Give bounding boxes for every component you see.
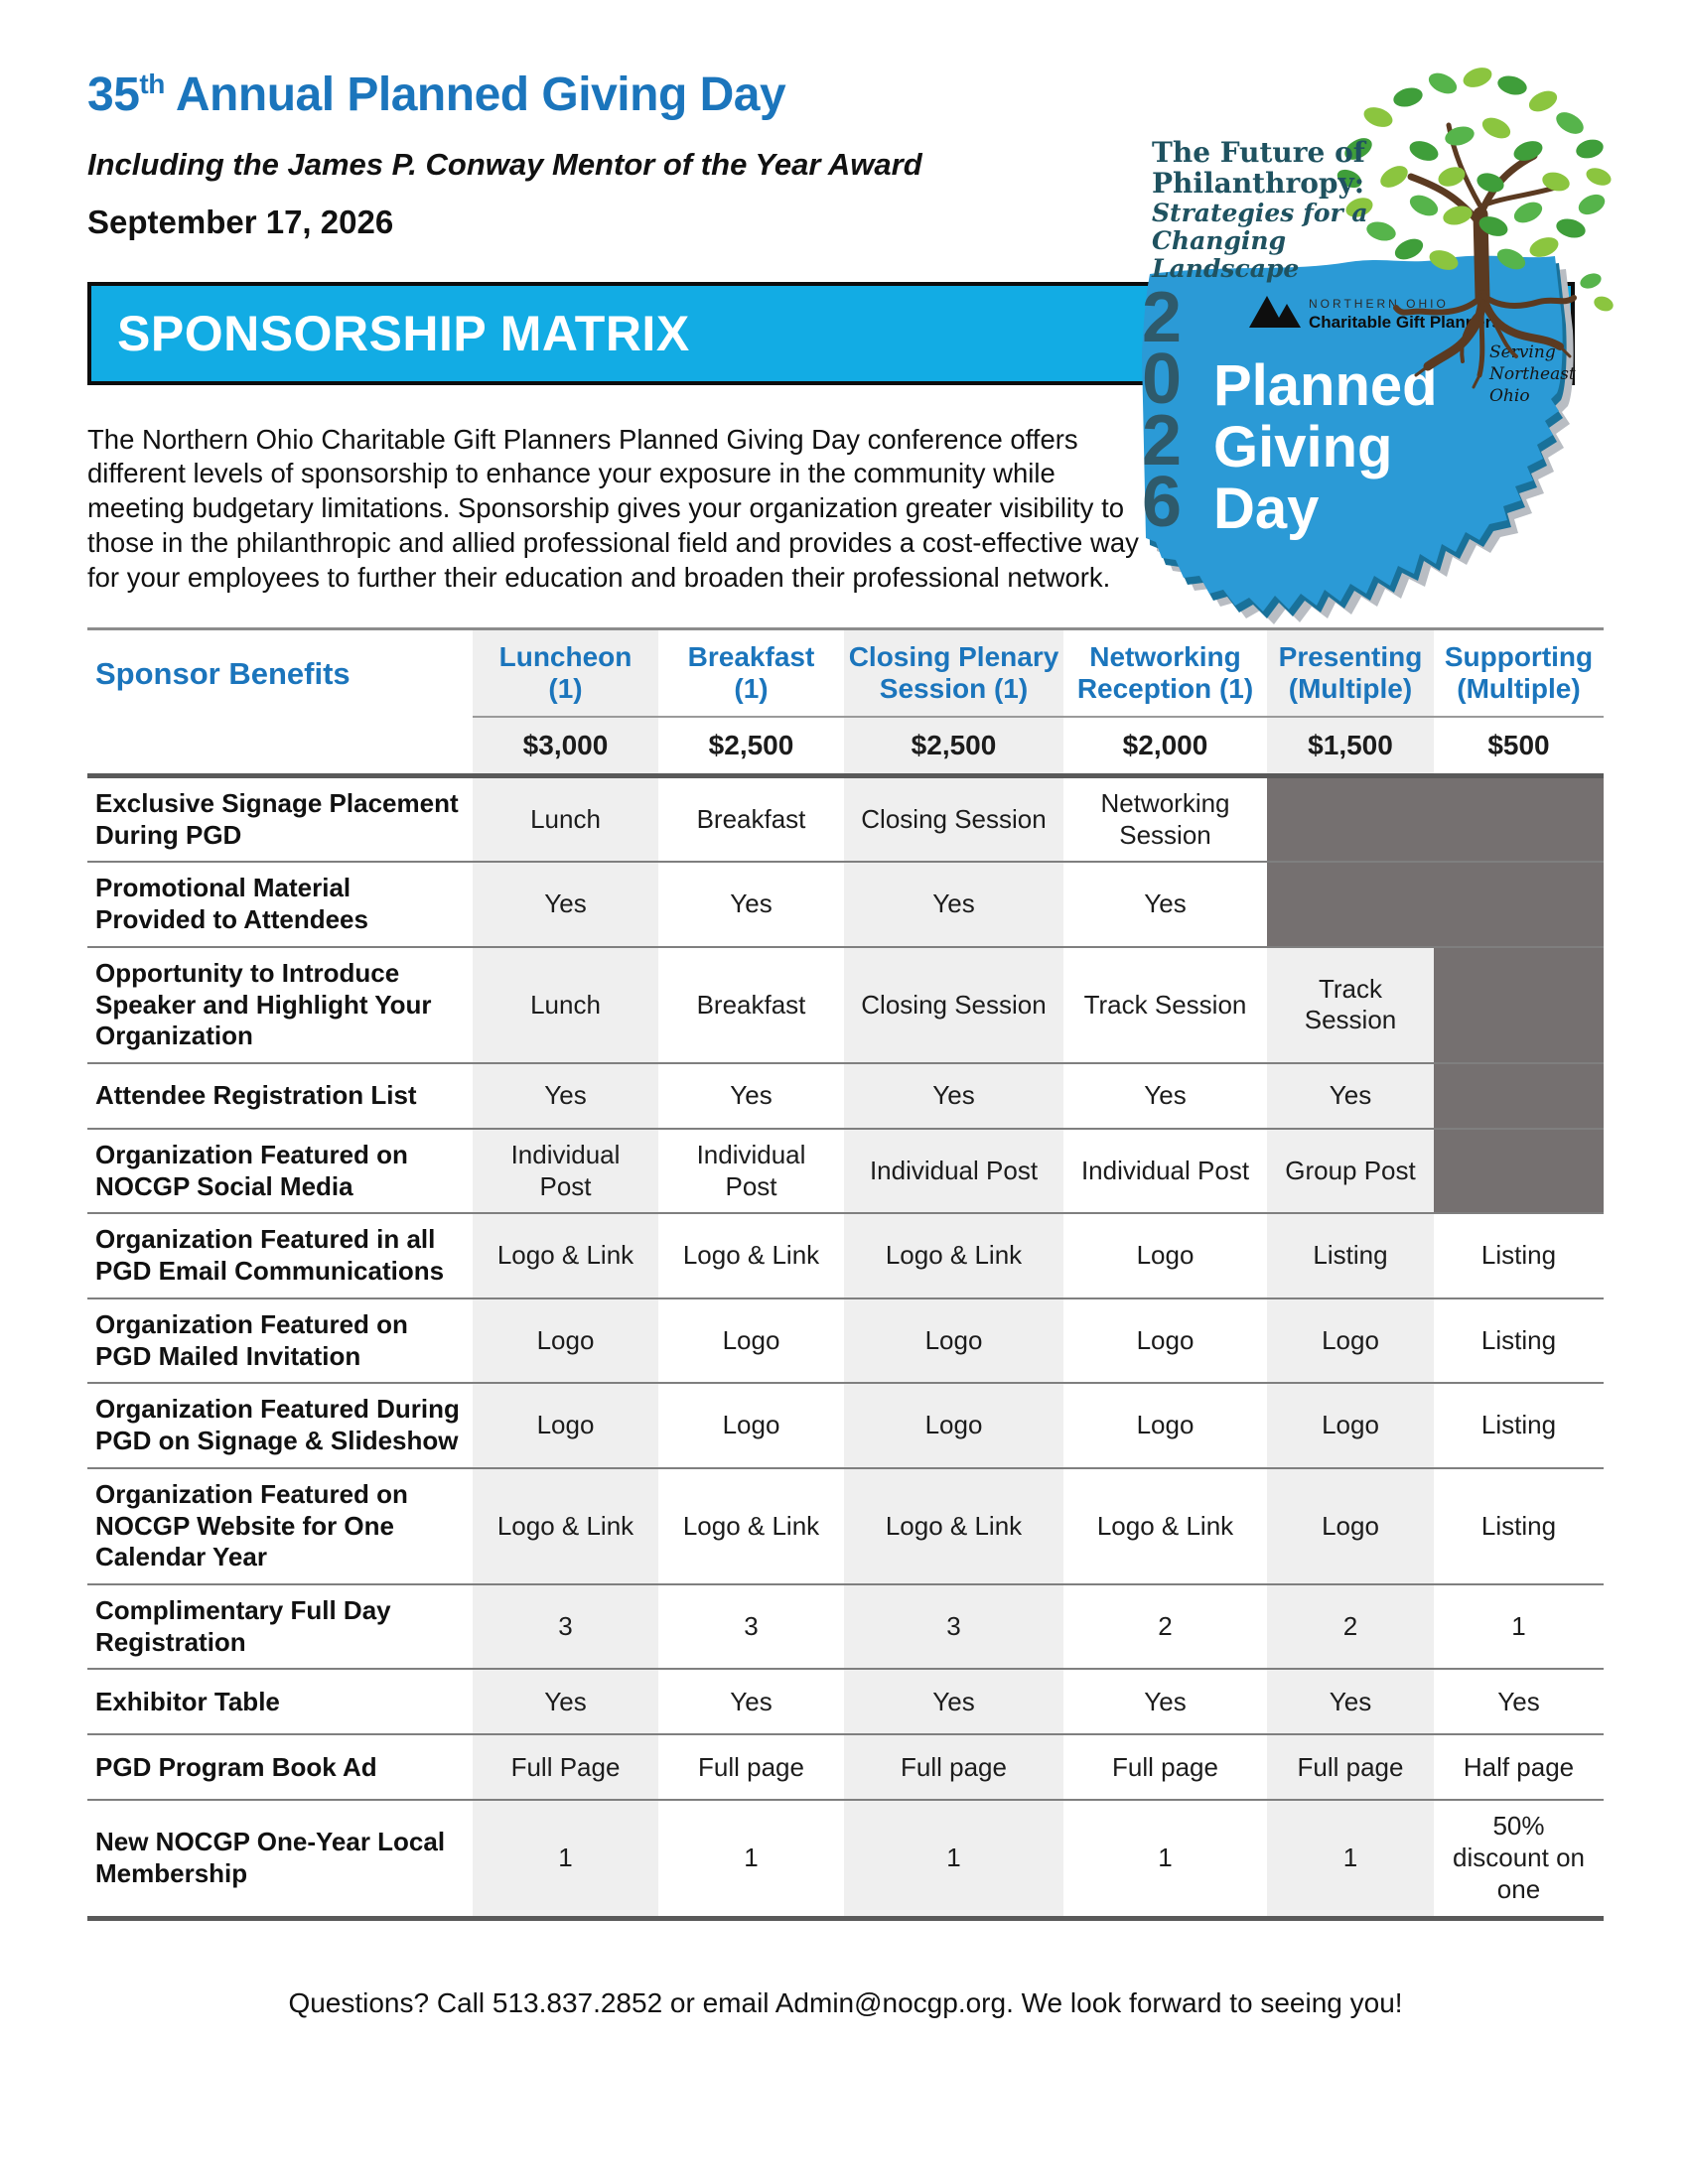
logo-event-line: Day <box>1213 477 1320 541</box>
table-row <box>87 861 1604 945</box>
column-qty: (Multiple) <box>1457 673 1581 704</box>
value-cell: Yes <box>1267 1064 1434 1128</box>
intro-paragraph: The Northern Ohio Charitable Gift Planners Planned Giving Day conference offers different levels of sponsorship to enhance your exposure in the community while meeting budgetary limitations. Sponsorship gives your organization greater visibility to those in the philanthropic and allied professional field and provides a cost-effective way for your employees to further their education and broaden their professional network. <box>87 423 1139 594</box>
value-cell: Yes <box>473 1064 658 1128</box>
value-cell: Logo <box>1136 1324 1195 1355</box>
value-cell: Listing <box>1267 1214 1434 1297</box>
value-cell: Yes <box>730 1080 773 1111</box>
column-name: Supporting <box>1444 640 1594 672</box>
value-cell: Yes <box>844 1064 1063 1128</box>
benefit-cell: Opportunity to Introduce Speaker and Highlight Your Organization <box>95 957 432 1051</box>
table-row <box>87 1062 1604 1128</box>
year-digit: 0 <box>1141 340 1183 419</box>
benefit-cell: Attendee Registration List <box>95 1080 417 1111</box>
table-row <box>87 1467 1604 1583</box>
value-cell: Full page <box>698 1751 804 1782</box>
value-cell: Logo <box>722 1324 780 1355</box>
benefit-cell: Organization Featured During PGD on Signage & Slideshow <box>95 1394 460 1456</box>
nocgp-logo-name: Charitable Gift Planners <box>1309 313 1501 332</box>
value-cell: Full page <box>1112 1751 1218 1782</box>
price-row-spacer <box>87 718 473 773</box>
table-row <box>87 946 1604 1062</box>
tagline-line: Philanthropy: <box>1152 167 1365 201</box>
value-cell: Yes <box>473 1670 658 1733</box>
value-cell: 3 <box>473 1585 658 1668</box>
value-cell: Yes <box>1497 1686 1540 1716</box>
value-cell: Listing <box>1480 1324 1557 1355</box>
value-cell: 1 <box>1511 1610 1526 1641</box>
blocked-cell <box>1267 863 1604 945</box>
column-header-closing-plenary <box>844 630 1063 718</box>
column-header-luncheon <box>473 630 658 718</box>
value-cell: Group Post <box>1267 1130 1434 1212</box>
table-row <box>87 1382 1604 1466</box>
value-cell: Networking Session <box>1100 788 1230 850</box>
table-row <box>87 1733 1604 1799</box>
page-subtitle: Including the James P. Conway Mentor of the Year Award <box>87 147 922 182</box>
year-digit: 6 <box>1141 463 1183 542</box>
value-cell: 2 <box>1158 1610 1173 1641</box>
blocked-cell <box>1267 778 1604 861</box>
value-cell: Full Page <box>473 1735 658 1799</box>
benefit-cell: Organization Featured on NOCGP Social Media <box>95 1140 408 1201</box>
price-cell: $3,000 <box>473 718 658 773</box>
serving-line: Ohio <box>1489 386 1530 406</box>
value-cell: Listing <box>1480 1240 1557 1271</box>
title-superscript: th <box>139 68 165 99</box>
value-cell: Individual Post <box>1080 1155 1250 1185</box>
value-cell: Closing Session <box>844 948 1063 1062</box>
value-cell: Yes <box>1144 1686 1187 1716</box>
column-header-breakfast <box>658 630 844 718</box>
value-cell: Logo & Link <box>1096 1510 1234 1541</box>
benefit-cell: Exclusive Signage Placement During PGD <box>95 788 459 850</box>
value-cell: 1 <box>744 1843 759 1873</box>
value-cell: 1 <box>844 1801 1063 1915</box>
value-cell: 1 <box>1267 1801 1434 1915</box>
nocgp-logo-topline: NORTHERN OHIO <box>1309 297 1449 311</box>
benefit-cell: PGD Program Book Ad <box>95 1751 377 1782</box>
matrix-body <box>87 773 1604 1921</box>
sponsor-benefits-header: Sponsor Benefits <box>95 656 351 691</box>
value-cell: Closing Session <box>844 778 1063 861</box>
value-cell: Full page <box>844 1735 1063 1799</box>
value-cell: Individual Post <box>473 1130 658 1212</box>
value-cell: Yes <box>730 888 773 919</box>
value-cell: Yes <box>473 863 658 945</box>
logo-year <box>1142 278 1182 542</box>
banner-label: SPONSORSHIP MATRIX <box>117 306 690 361</box>
price-cell: $2,000 <box>1122 729 1208 760</box>
value-cell: Track Session <box>1083 989 1247 1020</box>
logo-event-line: Giving <box>1213 415 1393 479</box>
benefit-cell: Exhibitor Table <box>95 1686 280 1716</box>
year-digit: 2 <box>1141 401 1183 480</box>
table-row <box>87 1668 1604 1733</box>
column-qty: (1) <box>548 673 583 704</box>
logo-event-line: Planned <box>1213 353 1438 418</box>
table-row <box>87 1799 1604 1915</box>
value-cell: Lunch <box>473 778 658 861</box>
benefit-cell: Organization Featured on PGD Mailed Invitation <box>95 1308 408 1371</box>
value-cell: Logo & Link <box>844 1469 1063 1583</box>
value-cell: Breakfast <box>696 989 806 1020</box>
value-cell: 1 <box>473 1801 658 1915</box>
value-cell: Logo <box>1267 1384 1434 1466</box>
price-cell: $2,500 <box>708 729 794 760</box>
column-name: Breakfast <box>687 640 815 672</box>
footer-contact: Questions? Call 513.837.2852 or email Admin@nocgp.org. We look forward to seeing you! <box>288 1987 1403 2018</box>
blocked-cell <box>1434 1130 1604 1212</box>
value-cell: Yes <box>1267 1670 1434 1733</box>
value-cell: Logo <box>473 1299 658 1382</box>
value-cell: Lunch <box>473 948 658 1062</box>
value-cell: Logo <box>473 1384 658 1466</box>
value-cell: Breakfast <box>696 803 806 834</box>
tagline-line: Changing Landscape <box>1152 225 1300 283</box>
value-cell: Track Session <box>1267 948 1434 1062</box>
value-cell: 3 <box>744 1610 759 1641</box>
benefit-cell: Organization Featured on NOCGP Website for One Calendar Year <box>95 1478 408 1572</box>
table-row <box>87 778 1604 861</box>
page-title: 35th Annual Planned Giving Day <box>87 68 786 121</box>
column-qty: Session (1) <box>879 673 1029 704</box>
value-cell: Listing <box>1480 1410 1557 1440</box>
column-qty: (1) <box>734 673 769 704</box>
price-row <box>87 718 1604 773</box>
year-digit: 2 <box>1141 278 1183 357</box>
value-cell: Logo & Link <box>682 1240 820 1271</box>
value-cell: Full page <box>1267 1735 1434 1799</box>
event-date: September 17, 2026 <box>87 204 394 240</box>
value-cell: Logo <box>722 1410 780 1440</box>
value-cell: Individual Post <box>696 1140 806 1201</box>
table-row <box>87 1583 1604 1668</box>
value-cell: Listing <box>1480 1510 1557 1541</box>
column-qty: Reception (1) <box>1076 673 1254 704</box>
price-cell: $500 <box>1487 729 1550 760</box>
value-cell: 50% discount on one <box>1453 1811 1585 1904</box>
benefit-cell: New NOCGP One-Year Local Membership <box>95 1827 446 1888</box>
value-cell: Yes <box>844 863 1063 945</box>
value-cell: Logo <box>844 1384 1063 1466</box>
price-cell: $1,500 <box>1267 718 1434 773</box>
value-cell: 2 <box>1267 1585 1434 1668</box>
value-cell: 3 <box>844 1585 1063 1668</box>
serving-line: Serving <box>1489 342 1556 362</box>
value-cell: Logo <box>1267 1299 1434 1382</box>
value-cell: Logo <box>1136 1240 1195 1271</box>
value-cell: Logo <box>844 1299 1063 1382</box>
table-row <box>87 1128 1604 1212</box>
value-cell: Half page <box>1463 1751 1575 1782</box>
price-cell: $2,500 <box>844 718 1063 773</box>
column-name: Closing Plenary <box>848 640 1059 672</box>
value-cell: Yes <box>730 1686 773 1716</box>
value-cell: Logo & Link <box>682 1510 820 1541</box>
benefit-cell: Promotional Material Provided to Attendees <box>95 873 368 935</box>
table-row <box>87 1212 1604 1297</box>
value-cell: Logo <box>1267 1469 1434 1583</box>
serving-line: Northeast <box>1489 364 1576 384</box>
value-cell: Logo <box>1136 1410 1195 1440</box>
table-row <box>87 1297 1604 1382</box>
value-cell: Yes <box>844 1670 1063 1733</box>
tagline-line: Strategies for a <box>1152 198 1368 227</box>
theme-tagline <box>1152 137 1390 283</box>
column-name: Presenting <box>1278 640 1423 672</box>
value-cell: Logo & Link <box>473 1469 658 1583</box>
column-qty: (Multiple) <box>1288 673 1413 704</box>
value-cell: 1 <box>1158 1843 1173 1873</box>
benefit-cell: Organization Featured in all PGD Email Communications <box>95 1224 445 1287</box>
column-name: Networking <box>1089 640 1241 672</box>
column-name: Luncheon <box>498 640 633 672</box>
value-cell: Yes <box>1144 1080 1187 1111</box>
blocked-cell <box>1434 1064 1604 1128</box>
value-cell: Logo & Link <box>473 1214 658 1297</box>
sponsorship-matrix-table <box>87 627 1604 1921</box>
benefit-cell: Complimentary Full Day Registration <box>95 1594 391 1657</box>
blocked-cell <box>1434 948 1604 1062</box>
value-cell: Individual Post <box>844 1130 1063 1212</box>
tagline-line: The Future of <box>1152 136 1365 169</box>
value-cell: Yes <box>1144 888 1187 919</box>
value-cell: Logo & Link <box>844 1214 1063 1297</box>
